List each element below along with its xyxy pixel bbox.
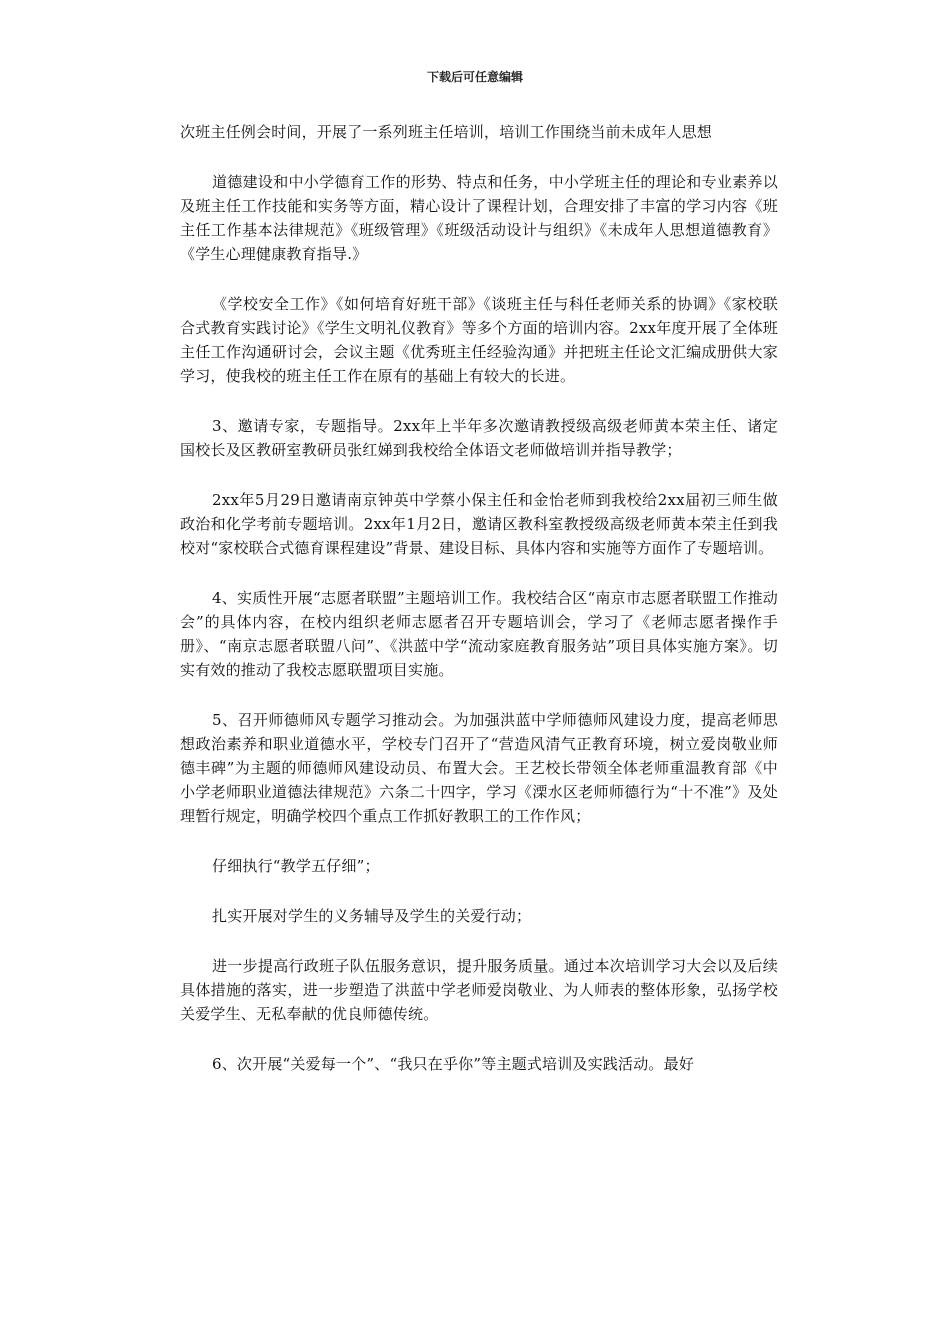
paragraph-1: 次班主任例会时间，开展了一系列班主任培训，培训工作围绕当前未成年人思想 (180, 123, 713, 141)
paragraph-4: 3、邀请专家，专题指导。2xx年上半年多次邀请教授级高级老师黄本荣主任、诸定国校长及区教研室教研员张红娣到我校给全体语文老师做培训并指导教学； (180, 417, 778, 459)
paragraph-8: 仔细执行“教学五仔细”； (212, 857, 380, 875)
document-body (180, 120, 778, 1102)
paragraph-3: 《学校安全工作》《如何培育好班干部》《谈班主任与科任老师关系的协调》《家校联合式教育实践讨论》《学生文明礼仪教育》等多个方面的培训内容。2xx年度开展了全体班主任工作沟通研讨会，会议主题《优秀班主任经验沟通》并把班主任论文汇编成册供大家学习，使我校的班主任工作在原有的基础上有较大的长进。 (180, 295, 778, 385)
paragraph-2: 道德建设和中小学德育工作的形势、特点和任务，中小学班主任的理论和专业素养以及班主任工作技能和实务等方面，精心设计了课程计划，合理安排了丰富的学习内容《班主任工作基本法律规范》《班级管理》《班级活动设计与组织》《未成年人思想道德教育》《学生心理健康教育指导.》 (180, 173, 778, 263)
paragraph-11: 6、次开展“关爱每一个”、“我只在乎你”等主题式培训及实践活动。最好 (212, 1055, 695, 1073)
paragraph-10: 进一步提高行政班子队伍服务意识，提升服务质量。通过本次培训学习大会以及后续具体措施的落实，进一步塑造了洪蓝中学老师爱岗敬业、为人师表的整体形象，弘扬学校关爱学生、无私奉献的优良师德传统。 (180, 957, 778, 1023)
paragraph-7: 5、召开师德师风专题学习推动会。为加强洪蓝中学师德师风建设力度，提高老师思想政治素养和职业道德水平，学校专门召开了“营造风清气正教育环境，树立爱岗敬业师德丰碑”为主题的师德师风建设动员、布置大会。王艺校长带领全体老师重温教育部《中小学老师职业道德法律规范》六条二十四字，学习《溧水区老师师德行为“十不准”》及处理暂行规定，明确学校四个重点工作抓好教职工的工作作风； (180, 711, 778, 825)
page-header: 下载后可任意编辑 (426, 70, 523, 84)
paragraph-5: 2xx年5月29日邀请南京钟英中学蔡小保主任和金怡老师到我校给2xx届初三师生做政治和化学考前专题培训。2xx年1月2日，邀请区教科室教授级高级老师黄本荣主任到我校对“家校联合式德育课程建设”背景、建设目标、具体内容和实施等方面作了专题培训。 (180, 491, 778, 557)
paragraph-9: 扎实开展对学生的义务辅导及学生的关爱行动； (212, 907, 532, 925)
paragraph-6: 4、实质性开展“志愿者联盟”主题培训工作。我校结合区“南京市志愿者联盟工作推动会”的具体内容，在校内组织老师志愿者召开专题培训会，学习了《老师志愿者操作手册》、“南京志愿者联盟八问”、《洪蓝中学“流动家庭教育服务站”项目具体实施方案》。切实有效的推动了我校志愿联盟项目实施。 (180, 589, 778, 679)
